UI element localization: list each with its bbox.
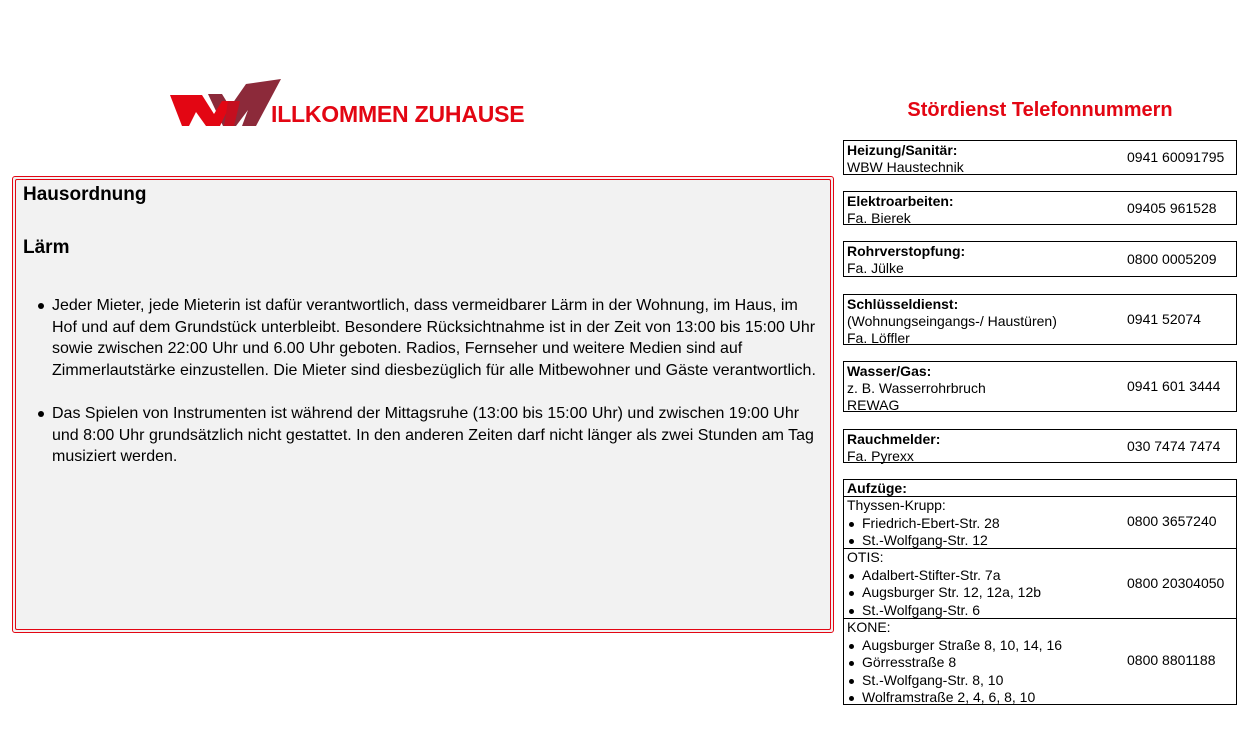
service-card-electrical (843, 191, 1237, 225)
service-card-lifts (843, 479, 1237, 705)
service-category: Elektroarbeiten: (847, 193, 954, 209)
phone-number: 0800 3657240 (1127, 513, 1217, 529)
logo (168, 76, 528, 132)
address-text: Wolframstraße 2, 4, 6, 8, 10 (862, 689, 1036, 705)
bullet-icon (849, 574, 854, 579)
rule-text: Das Spielen von Instrumenten ist während der Mittagsruhe (13:00 bis 15:00 Uhr) und zwischen 19:00 Uhr und 8:00 Uhr grundsätzlich nicht gestattet. In den anderen Zeiten darf nicht länger als zwei Stunden am Tag musiziert werden. (52, 405, 814, 465)
list-item (847, 654, 1062, 672)
bullet-icon (849, 644, 854, 649)
service-category: Aufzüge: (847, 480, 907, 496)
list-item (847, 672, 1062, 690)
list-item (847, 602, 1041, 620)
service-provider: Fa. Pyrexx (847, 448, 914, 464)
lift-company-name: OTIS: (847, 549, 884, 565)
address-text: Adalbert-Stifter-Str. 7a (862, 566, 1001, 583)
list-item (847, 689, 1062, 707)
phone-number: 09405 961528 (1127, 200, 1217, 216)
list-item (847, 584, 1041, 602)
bullet-icon (38, 411, 44, 417)
bullet-icon (849, 522, 854, 527)
address-text: Friedrich-Ebert-Str. 28 (862, 514, 1000, 531)
service-category: Rauchmelder: (847, 431, 941, 447)
lift-company-name: KONE: (847, 619, 891, 635)
service-category: Wasser/Gas: (847, 363, 932, 379)
service-card-heating (843, 140, 1237, 175)
house-rules-title: Hausordnung (23, 184, 147, 205)
logo-text: ILLKOMMEN ZUHAUSE (271, 101, 525, 127)
house-rules-panel (12, 176, 834, 633)
rule-text: Jeder Mieter, jede Mieterin ist dafür verantwortlich, dass vermeidbarer Lärm in der Wohnung, im Haus, im Hof und auf dem Grundstück unterbleibt. Besondere Rücksichtnahme ist in der Zeit von 13:00 bis 15:00 Uhr sowie zwischen 22:00 Uhr und 6.00 Uhr geboten. Radios, Fernseher und weitere Medien sind auf Zimmerlautstärke einzustellen. Die Mieter sind diesbezüglich für alle Mitbewohner und Gäste verantwortlich. (52, 297, 816, 379)
address-text: Augsburger Str. 12, 12a, 12b (862, 584, 1042, 600)
lift-company-otis (844, 548, 1236, 618)
phone-number: 0941 601 3444 (1127, 378, 1221, 394)
address-text: St.-Wolfgang-Str. 8, 10 (862, 671, 1004, 688)
noise-rules-list (23, 295, 823, 468)
phone-number: 0941 52074 (1127, 311, 1201, 327)
bullet-icon (849, 679, 854, 684)
address-text: Augsburger Straße 8, 10, 14, 16 (862, 636, 1063, 653)
w-logo-icon (168, 76, 283, 132)
service-numbers-title: Stördienst Telefonnummern (907, 99, 1173, 121)
service-note: (Wohnungseingangs-/ Haustüren) (847, 313, 1057, 329)
lift-company-name: Thyssen-Krupp: (847, 497, 946, 513)
phone-number: 0800 0005209 (1127, 251, 1217, 267)
address-text: Görresstraße 8 (862, 654, 957, 670)
bullet-icon (849, 661, 854, 666)
service-note: z. B. Wasserrohrbruch (847, 380, 986, 396)
bullet-icon (849, 591, 854, 596)
bullet-icon (849, 696, 854, 701)
phone-number: 0941 60091795 (1127, 149, 1225, 165)
service-provider: Fa. Bierek (847, 210, 911, 226)
phone-number: 030 7474 7474 (1127, 438, 1221, 454)
address-list (847, 567, 1041, 620)
service-provider: REWAG (847, 397, 900, 413)
service-card-locksmith (843, 294, 1237, 345)
lift-company-thyssen (844, 496, 1236, 548)
address-text: St.-Wolfgang-Str. 12 (862, 532, 988, 548)
address-text: St.-Wolfgang-Str. 6 (862, 601, 981, 618)
service-card-water-gas (843, 361, 1237, 412)
service-provider: Fa. Jülke (847, 260, 904, 276)
list-item (23, 295, 823, 381)
bullet-icon (849, 539, 854, 544)
bullet-icon (38, 303, 44, 309)
phone-number: 0800 20304050 (1127, 575, 1225, 591)
bullet-icon (849, 609, 854, 614)
list-item (847, 532, 1000, 550)
service-category: Schlüsseldienst: (847, 296, 959, 312)
address-list (847, 637, 1062, 707)
phone-number: 0800 8801188 (1127, 652, 1216, 668)
address-list (847, 515, 1000, 550)
service-card-pipe-blockage (843, 241, 1237, 277)
list-item (847, 567, 1041, 585)
noise-section-title: Lärm (23, 237, 70, 258)
service-category: Rohrverstopfung: (847, 243, 966, 259)
list-item (847, 515, 1000, 533)
list-item (23, 403, 823, 468)
service-provider: Fa. Löffler (847, 330, 910, 346)
list-item (847, 637, 1062, 655)
service-category: Heizung/Sanitär: (847, 142, 958, 158)
service-provider: WBW Haustechnik (847, 159, 964, 175)
service-card-smoke-detector (843, 429, 1237, 463)
lift-company-kone (844, 618, 1236, 704)
